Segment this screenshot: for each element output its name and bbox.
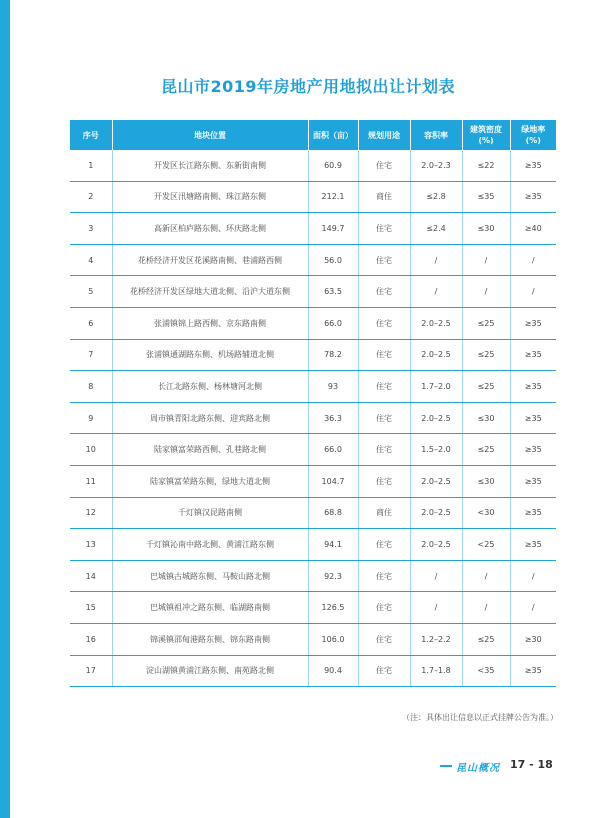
cell-use: 住宅 (358, 560, 410, 592)
cell-green: ≥35 (510, 402, 556, 434)
cell-use: 住宅 (358, 339, 410, 371)
cell-far: / (410, 560, 462, 592)
cell-far: ≤2.4 (410, 213, 462, 245)
cell-use: 住宅 (358, 529, 410, 561)
cell-area: 56.0 (308, 244, 358, 276)
cell-location: 千灯镇沁南中路北侧、黄浦江路东侧 (112, 529, 308, 561)
header-density-label: 建筑密度 (470, 125, 502, 134)
cell-density: ≤35 (462, 181, 510, 213)
header-green-label: 绿地率 (521, 125, 546, 134)
table-row (70, 592, 556, 624)
cell-no: 12 (70, 497, 112, 529)
cell-use: 商住 (358, 497, 410, 529)
cell-density: ≤30 (462, 402, 510, 434)
cell-green: ≥35 (510, 529, 556, 561)
table-row (70, 655, 556, 687)
cell-density: ≤25 (462, 371, 510, 403)
table-row (70, 560, 556, 592)
cell-density: / (462, 560, 510, 592)
cell-area: 92.3 (308, 560, 358, 592)
cell-far: 2.0–2.5 (410, 307, 462, 339)
table-row (70, 307, 556, 339)
cell-far: 2.0–2.5 (410, 402, 462, 434)
cell-location: 张浦镇通湖路东侧、机场路辅道北侧 (112, 339, 308, 371)
table-row (70, 150, 556, 181)
cell-area: 66.0 (308, 307, 358, 339)
cell-density: / (462, 276, 510, 308)
table-row (70, 434, 556, 466)
cell-area: 60.9 (308, 150, 358, 181)
cell-far: 1.5–2.0 (410, 434, 462, 466)
cell-green: ≥35 (510, 371, 556, 403)
cell-no: 10 (70, 434, 112, 466)
cell-green: ≥40 (510, 213, 556, 245)
cell-far: 1.7–2.0 (410, 371, 462, 403)
cell-green: / (510, 560, 556, 592)
table-row (70, 623, 556, 655)
cell-area: 126.5 (308, 592, 358, 624)
cell-no: 15 (70, 592, 112, 624)
cell-no: 1 (70, 150, 112, 181)
cell-use: 商住 (358, 181, 410, 213)
left-accent-bar (0, 0, 10, 818)
cell-no: 13 (70, 529, 112, 561)
cell-area: 68.8 (308, 497, 358, 529)
cell-location: 陆家镇富荣路西侧、孔巷路北侧 (112, 434, 308, 466)
cell-far: 2.0–2.5 (410, 465, 462, 497)
cell-density: ≤30 (462, 465, 510, 497)
cell-no: 9 (70, 402, 112, 434)
cell-far: / (410, 276, 462, 308)
footer-accent-line (440, 765, 452, 767)
table-row (70, 181, 556, 213)
table-row (70, 529, 556, 561)
cell-location: 张浦镇锦上路西侧、京东路南侧 (112, 307, 308, 339)
cell-use: 住宅 (358, 655, 410, 687)
cell-no: 3 (70, 213, 112, 245)
page-title: 昆山市2019年房地产用地拟出让计划表 (160, 77, 456, 96)
cell-density: ≤22 (462, 150, 510, 181)
cell-green: ≥35 (510, 307, 556, 339)
cell-area: 36.3 (308, 402, 358, 434)
land-plan-table (70, 120, 556, 687)
cell-density: ≤25 (462, 307, 510, 339)
table-body (70, 150, 556, 687)
cell-location: 开发区长江路东侧、东新街南侧 (112, 150, 308, 181)
cell-location: 开发区汛塘路南侧、珠江路东侧 (112, 181, 308, 213)
cell-far: 2.0–2.3 (410, 150, 462, 181)
cell-density: / (462, 244, 510, 276)
cell-area: 212.1 (308, 181, 358, 213)
cell-use: 住宅 (358, 402, 410, 434)
cell-area: 94.1 (308, 529, 358, 561)
cell-use: 住宅 (358, 150, 410, 181)
cell-density: ≤25 (462, 434, 510, 466)
cell-area: 66.0 (308, 434, 358, 466)
cell-area: 149.7 (308, 213, 358, 245)
cell-green: ≥35 (510, 655, 556, 687)
cell-use: 住宅 (358, 307, 410, 339)
cell-area: 63.5 (308, 276, 358, 308)
cell-far: 2.0–2.5 (410, 497, 462, 529)
cell-no: 7 (70, 339, 112, 371)
cell-green: ≥35 (510, 465, 556, 497)
header-green (510, 120, 556, 150)
table-row (70, 339, 556, 371)
header-density (462, 120, 510, 150)
table-row (70, 276, 556, 308)
cell-no: 17 (70, 655, 112, 687)
header-use: 规划用途 (358, 120, 410, 150)
cell-no: 4 (70, 244, 112, 276)
cell-use: 住宅 (358, 213, 410, 245)
cell-far: / (410, 244, 462, 276)
cell-density: <35 (462, 655, 510, 687)
cell-density: ≤25 (462, 623, 510, 655)
cell-no: 6 (70, 307, 112, 339)
cell-use: 住宅 (358, 592, 410, 624)
cell-green: / (510, 244, 556, 276)
cell-area: 93 (308, 371, 358, 403)
cell-location: 花桥经济开发区花溪路南侧、巷浦路西侧 (112, 244, 308, 276)
cell-no: 8 (70, 371, 112, 403)
cell-green: / (510, 592, 556, 624)
cell-location: 巴城镇古城路东侧、马鞍山路北侧 (112, 560, 308, 592)
cell-location: 千灯镇汉昆路南侧 (112, 497, 308, 529)
cell-green: ≥35 (510, 181, 556, 213)
header-area: 面积（亩） (308, 120, 358, 150)
cell-density: ≤30 (462, 213, 510, 245)
cell-far: 1.2–2.2 (410, 623, 462, 655)
cell-far: ≤2.8 (410, 181, 462, 213)
page-footer (440, 757, 560, 775)
cell-green: / (510, 276, 556, 308)
table-row (70, 402, 556, 434)
cell-use: 住宅 (358, 623, 410, 655)
cell-use: 住宅 (358, 244, 410, 276)
header-density-unit: (%) (478, 136, 494, 145)
page-number: 17 - 18 (510, 758, 553, 771)
cell-far: 2.0–2.5 (410, 339, 462, 371)
header-no: 序号 (70, 120, 112, 150)
cell-green: ≥30 (510, 623, 556, 655)
footer-logo: 昆山概况 (456, 763, 500, 774)
cell-location: 巴城镇祖冲之路东侧、临湖路南侧 (112, 592, 308, 624)
cell-location: 花桥经济开发区绿地大道北侧、沿沪大道东侧 (112, 276, 308, 308)
table-row (70, 371, 556, 403)
cell-no: 11 (70, 465, 112, 497)
cell-density: <25 (462, 529, 510, 561)
cell-use: 住宅 (358, 371, 410, 403)
footnote: （注：具体出让信息以正式挂牌公告为准。） (402, 713, 558, 722)
cell-area: 104.7 (308, 465, 358, 497)
cell-green: ≥35 (510, 339, 556, 371)
cell-area: 106.0 (308, 623, 358, 655)
cell-use: 住宅 (358, 465, 410, 497)
table-row (70, 497, 556, 529)
cell-green: ≥35 (510, 434, 556, 466)
cell-far: / (410, 592, 462, 624)
cell-location: 锦溪镇邵甸港路东侧、锦东路南侧 (112, 623, 308, 655)
header-far: 容积率 (410, 120, 462, 150)
header-green-unit: (%) (525, 136, 541, 145)
header-location: 地块位置 (112, 120, 308, 150)
cell-no: 16 (70, 623, 112, 655)
cell-location: 高新区柏庐路东侧、环庆路北侧 (112, 213, 308, 245)
cell-far: 2.0–2.5 (410, 529, 462, 561)
table-row (70, 465, 556, 497)
cell-location: 淀山湖镇黄浦江路东侧、南苑路北侧 (112, 655, 308, 687)
cell-location: 陆家镇富荣路东侧，绿地大道北侧 (112, 465, 308, 497)
cell-area: 90.4 (308, 655, 358, 687)
cell-green: ≥35 (510, 497, 556, 529)
table-row (70, 244, 556, 276)
cell-area: 78.2 (308, 339, 358, 371)
table-header-row (70, 120, 556, 150)
cell-use: 住宅 (358, 276, 410, 308)
cell-far: 1.7–1.8 (410, 655, 462, 687)
cell-no: 5 (70, 276, 112, 308)
cell-location: 周市镇青阳北路东侧、迎宾路北侧 (112, 402, 308, 434)
cell-use: 住宅 (358, 434, 410, 466)
cell-no: 14 (70, 560, 112, 592)
cell-density: / (462, 592, 510, 624)
cell-location: 长江北路东侧、杨林塘河北侧 (112, 371, 308, 403)
table-row (70, 213, 556, 245)
cell-green: ≥35 (510, 150, 556, 181)
cell-density: ≤25 (462, 339, 510, 371)
cell-no: 2 (70, 181, 112, 213)
cell-density: <30 (462, 497, 510, 529)
